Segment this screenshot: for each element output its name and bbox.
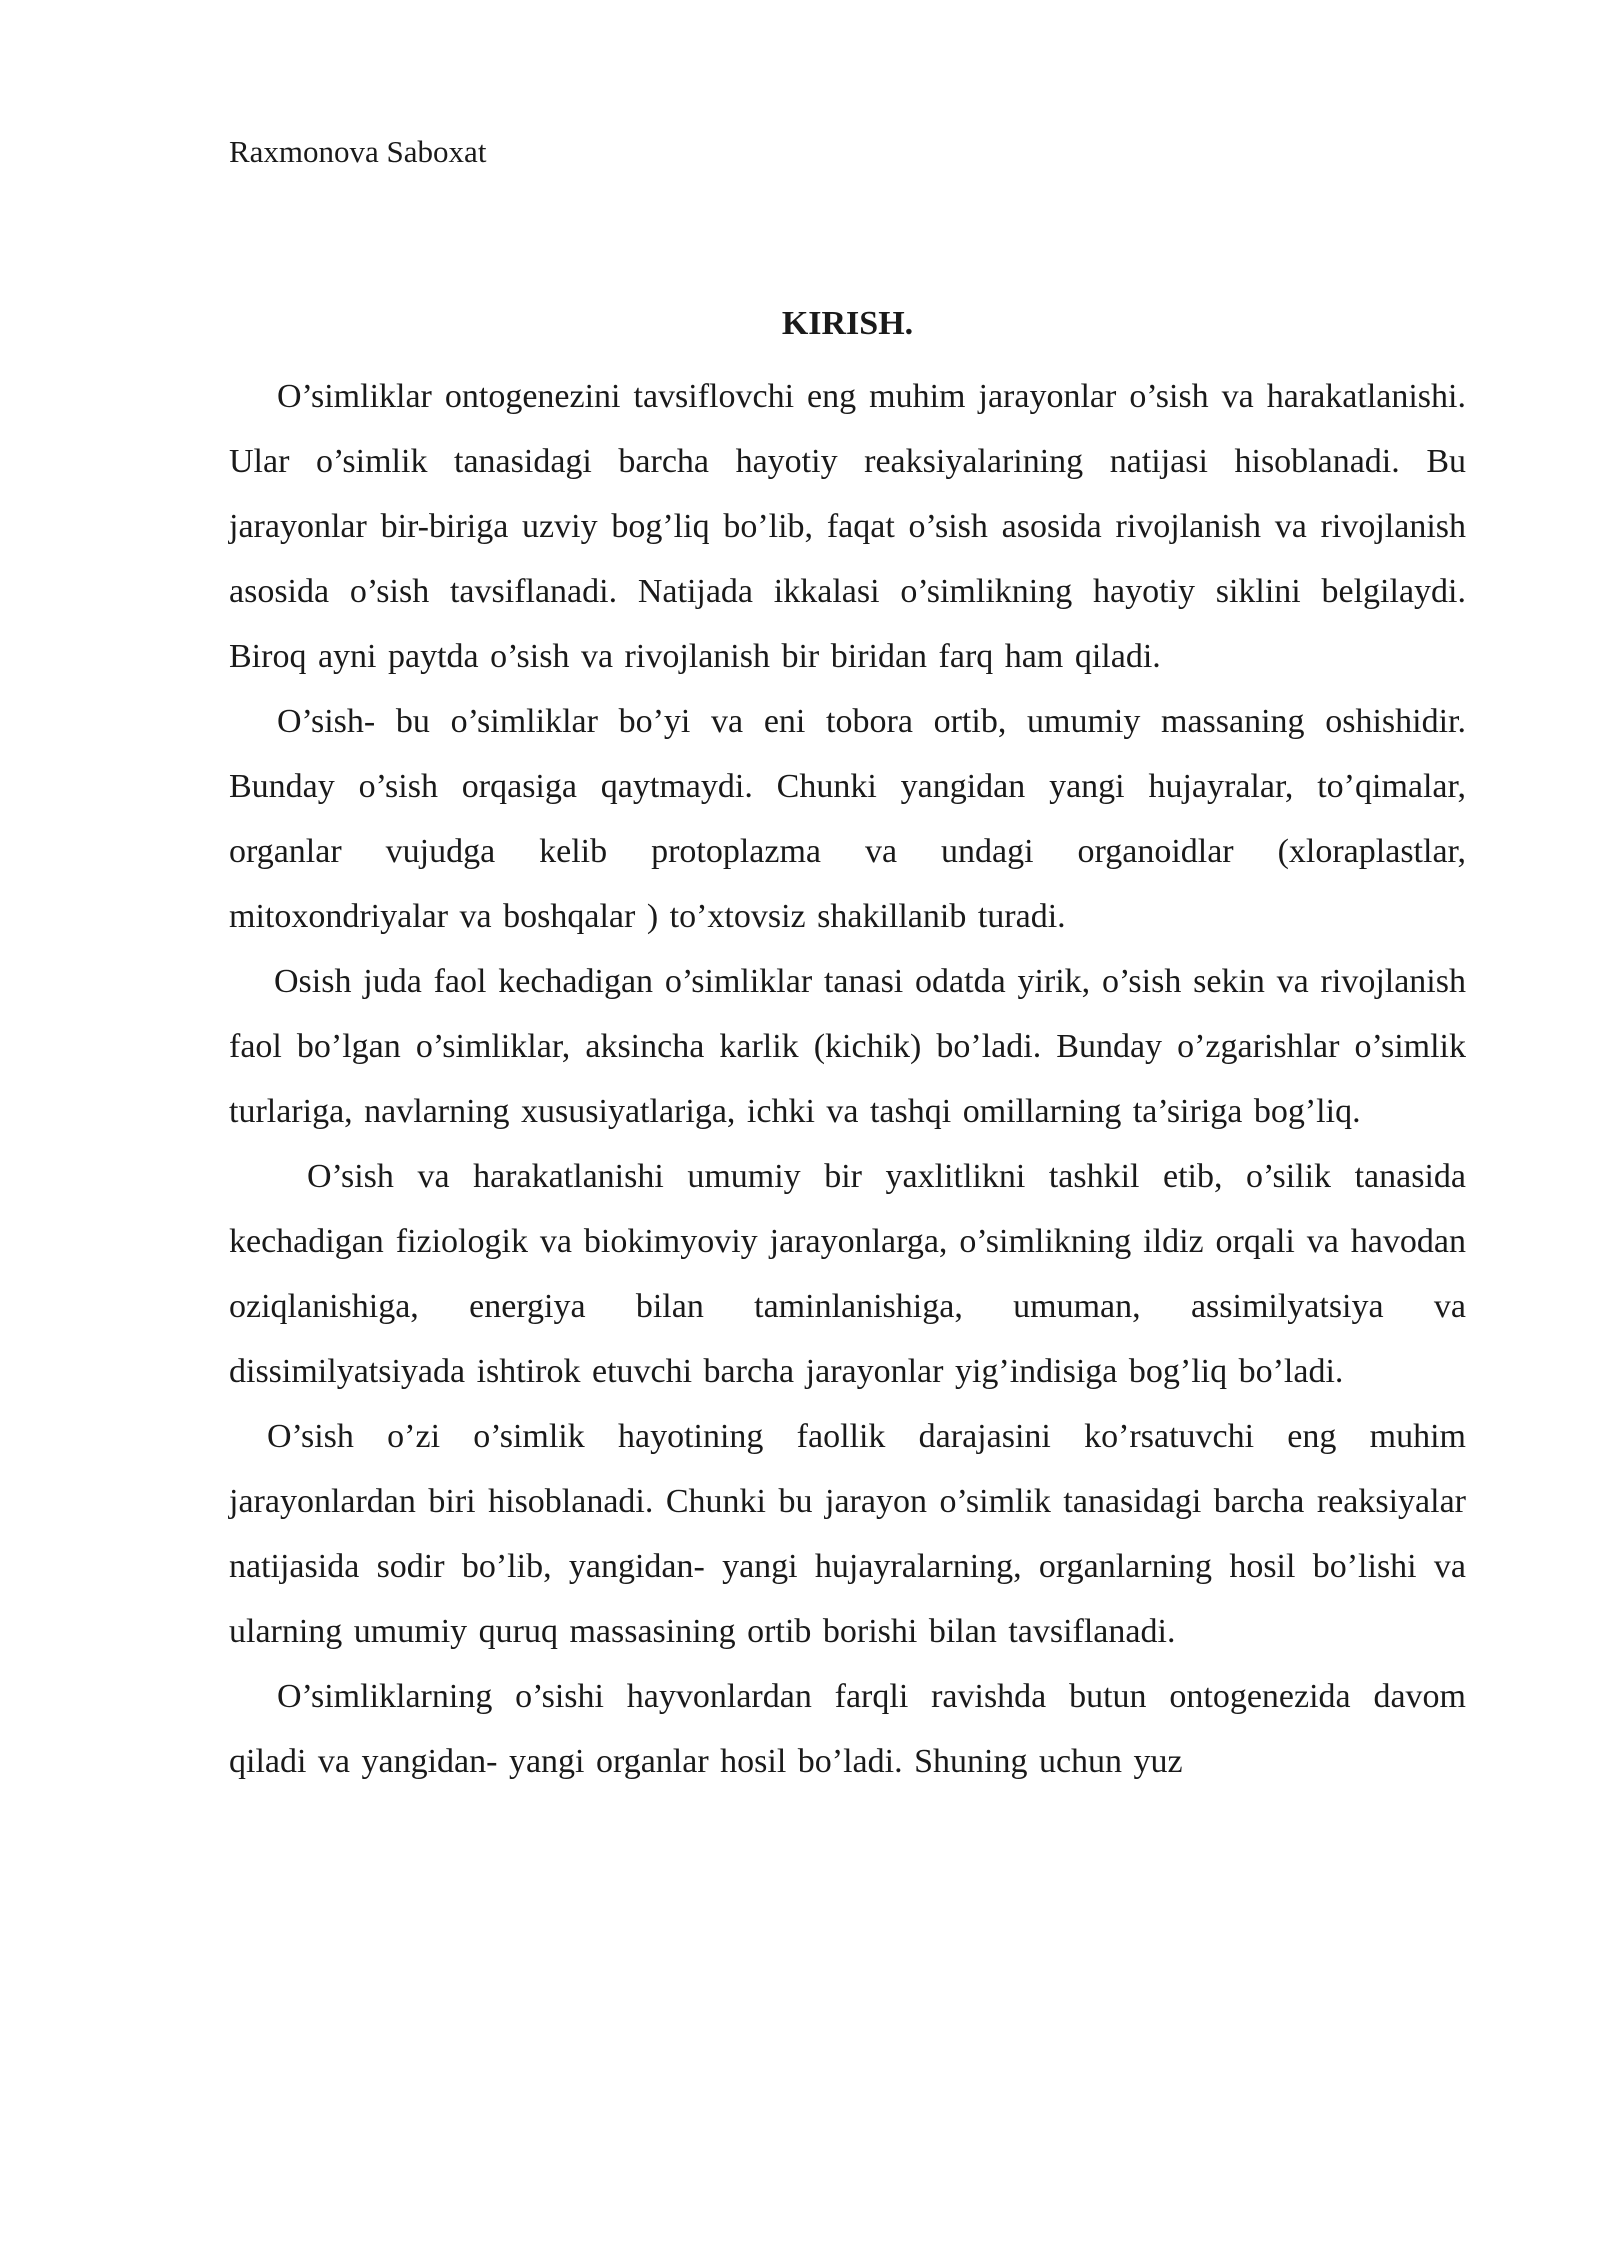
paragraph: O’sish- bu o’simliklar bo’yi va eni tobora ortib, umumiy massaning oshishidir. Bunday o’sish orqasiga qaytmaydi. Chunki yangidan yangi hujayralar, to’qimalar, organlar vujudga kelib protoplazma va undagi organoidlar (xloraplastlar, mitoxondriyalar va boshqalar ) to’xtovsiz shakillanib turadi.: [229, 703, 1466, 935]
paragraph: O’sish o’zi o’simlik hayotining faollik darajasini ko’rsatuvchi eng muhim jarayonlardan biri hisoblanadi. Chunki bu jarayon o’simlik tanasidagi barcha reaksiyalar natijasida sodir bo’lib, yangidan- yangi hujayralarning, organlarning hosil bo’lishi va ularning umumiy quruq massasining ortib borishi bilan tavsiflanadi.: [229, 1418, 1466, 1650]
paragraph: O’simliklar ontogenezini tavsiflovchi eng muhim jarayonlar o’sish va harakatlanishi. Ular o’simlik tanasidagi barcha hayotiy reaksiyalarining natijasi hisoblanadi. Bu jarayonlar bir-biriga uzviy bog’liq bo’lib, faqat o’sish asosida rivojlanish va rivojlanish asosida o’sish tavsiflanadi. Natijada ikkalasi o’simlikning hayotiy siklini belgilaydi. Biroq ayni paytda o’sish va rivojlanish bir biridan farq ham qiladi.: [229, 378, 1466, 675]
section-title: KIRISH.: [781, 305, 914, 342]
paragraph: O’sish va harakatlanishi umumiy bir yaxlitlikni tashkil etib, o’silik tanasida kechadigan fiziologik va biokimyoviy jarayonlarga, o’simlikning ildiz orqali va havodan oziqlanishiga, energiya bilan taminlanishiga, umuman, assimilyatsiya va dissimilyatsiyada ishtirok etuvchi barcha jarayonlar yig’indisiga bog’liq bo’ladi.: [229, 1158, 1466, 1390]
author-name: Raxmonova Saboxat: [229, 134, 487, 169]
body-text: [229, 364, 1466, 1794]
paragraph: Osish juda faol kechadigan o’simliklar tanasi odatda yirik, o’sish sekin va rivojlanish faol bo’lgan o’simliklar, aksincha karlik (kichik) bo’ladi. Bunday o’zgarishlar o’simlik turlariga, navlarning xususiyatlariga, ichki va tashqi omillarning ta’siriga bog’liq.: [229, 963, 1466, 1130]
paragraph: O’simliklarning o’sishi hayvonlardan farqli ravishda butun ontogenezida davom qiladi va yangidan- yangi organlar hosil bo’ladi. Shuning uchun yuz: [229, 1678, 1466, 1780]
